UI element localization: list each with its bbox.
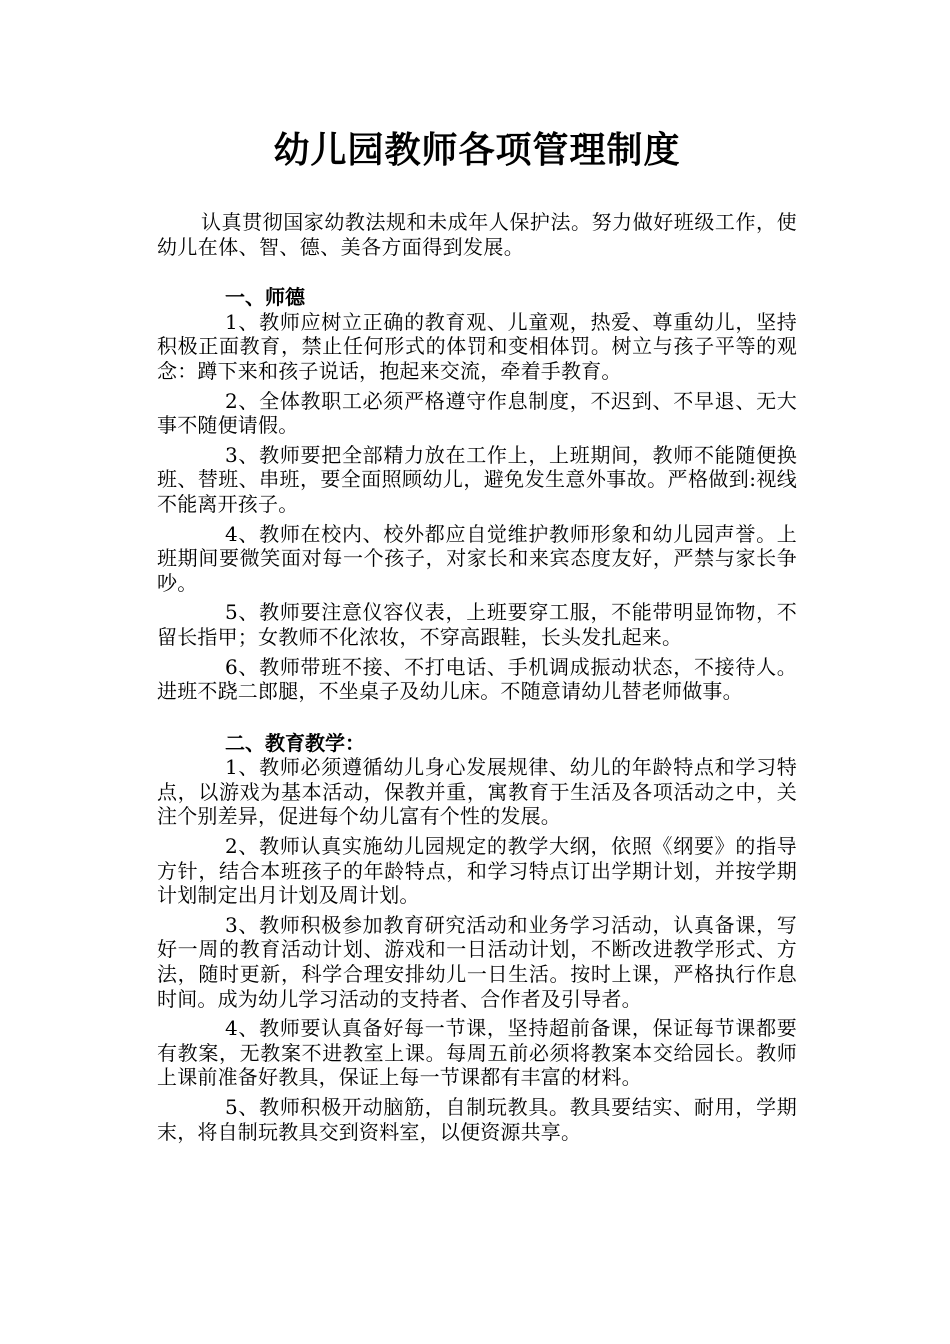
list-item: 5、教师要注意仪容仪表，上班要穿工服，不能带明显饰物，不留长指甲；女教师不化浓妆，不穿高跟鞋，长头发扎起来。 [157, 600, 797, 649]
list-item: 2、教师认真实施幼儿园规定的教学大纲，依照《纲要》的指导方针，结合本班孩子的年龄特点，和学习特点订出学期计划，并按学期计划制定出月计划及周计划。 [157, 834, 797, 908]
list-item: 1、教师应树立正确的教育观、儿童观，热爱、尊重幼儿，坚持积极正面教育，禁止任何形式的体罚和变相体罚。树立与孩子平等的观念：蹲下来和孩子说话，抱起来交流，牵着手教育。 [157, 309, 797, 383]
list-item: 4、教师要认真备好每一节课，坚持超前备课，保证每节课都要有教案，无教案不进教室上课。每周五前必须将教案本交给园长。教师上课前准备好教具，保证上每一节课都有丰富的材料。 [157, 1016, 797, 1090]
section-heading: 二、教育教学： [225, 730, 365, 755]
list-item: 5、教师积极开动脑筋，自制玩教具。教具要结实、耐用，学期末，将自制玩教具交到资料室，以便资源共享。 [157, 1095, 797, 1144]
section-ethics [157, 285, 797, 704]
list-item: 4、教师在校内、校外都应自觉维护教师形象和幼儿园声誉。上班期间要微笑面对每一个孩子，对家长和来宾态度友好，严禁与家长争吵。 [157, 521, 797, 595]
list-item: 3、教师积极参加教育研究活动和业务学习活动，认真备课，写好一周的教育活动计划、游戏和一日活动计划，不断改进教学形式、方法，随时更新，科学合理安排幼儿一日生活。按时上课，严格执行作息时间。成为幼儿学习活动的支持者、合作者及引导者。 [157, 912, 797, 1011]
section-heading: 一、师德 [225, 285, 305, 310]
list-item: 6、教师带班不接、不打电话、手机调成振动状态，不接待人。进班不跷二郎腿，不坐桌子及幼儿床。不随意请幼儿替老师做事。 [157, 654, 797, 704]
section-teaching [157, 731, 797, 1145]
list-item: 1、教师必须遵循幼儿身心发展规律、幼儿的年龄特点和学习特点，以游戏为基本活动，保教并重，寓教育于生活及各项活动之中，关注个别差异，促进每个幼儿富有个性的发展。 [157, 755, 797, 829]
intro-paragraph: 认真贯彻国家幼教法规和未成年人保护法。努力做好班级工作，使幼儿在体、智、德、美各方面得到发展。 [157, 210, 797, 259]
list-item: 3、教师要把全部精力放在工作上，上班期间，教师不能随便换班、替班、串班，要全面照顾幼儿，避免发生意外事故。严格做到:视线不能离开孩子。 [157, 442, 797, 516]
list-item: 2、全体教职工必须严格遵守作息制度，不迟到、不早退、无大事不随便请假。 [157, 388, 797, 438]
document-title: 幼儿园教师各项管理制度 [273, 129, 681, 171]
document-page [157, 120, 797, 1149]
